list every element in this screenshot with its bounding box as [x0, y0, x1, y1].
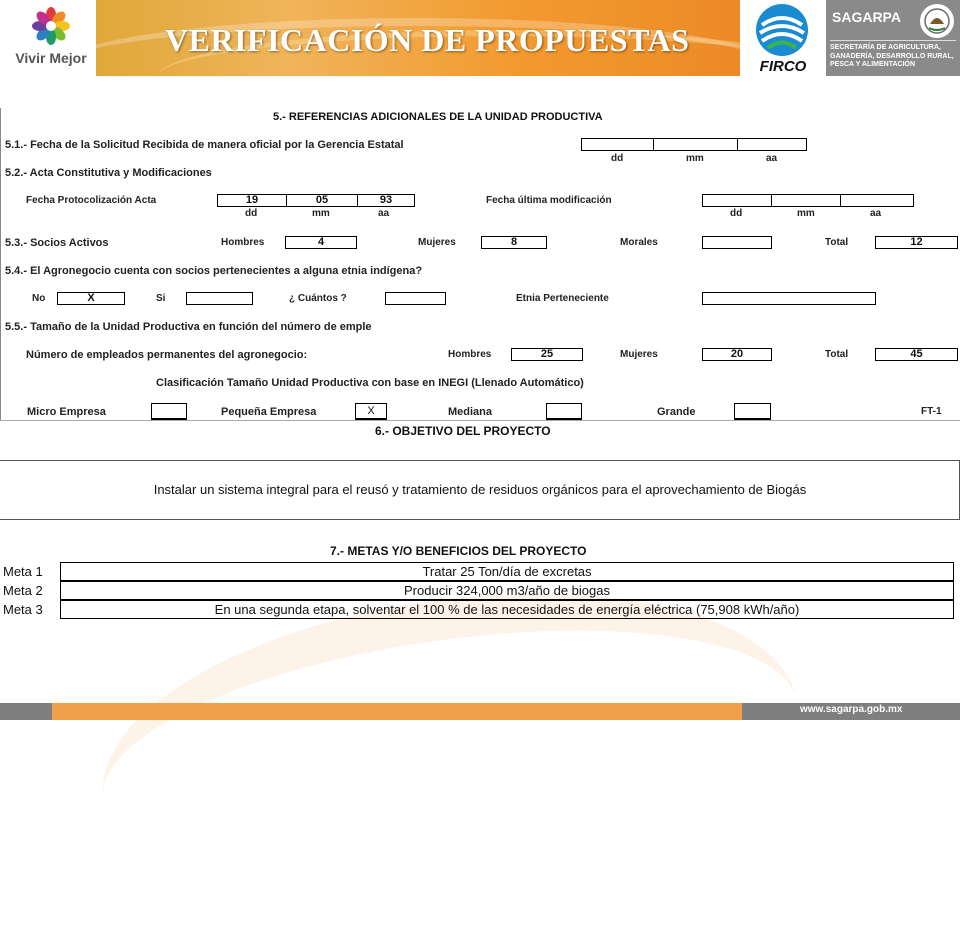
- page-title: VERIFICACIÓN DE PROPUESTAS: [165, 22, 690, 58]
- ultima-aa-label: aa: [870, 208, 882, 219]
- si-label: Si: [156, 293, 166, 304]
- q51-aa-label: aa: [766, 153, 778, 164]
- emp-hombres-field[interactable]: 25: [511, 348, 583, 361]
- morales-label: Morales: [620, 237, 658, 248]
- objective-text: Instalar un sistema integral para el reusó y tratamiento de residuos orgánicos para el aprovechamiento de Biogás: [153, 482, 807, 497]
- etnia-label: Etnia Perteneciente: [516, 293, 609, 304]
- form-divider: [0, 420, 960, 421]
- meta-2-text: Producir 324,000 m3/año de biogas: [60, 581, 954, 600]
- emp-hombres-label: Hombres: [448, 349, 492, 360]
- meta-2-label: Meta 2: [3, 583, 43, 598]
- q55-label: 5.5.- Tamaño de la Unidad Productiva en función del número de emple: [5, 321, 372, 333]
- micro-label: Micro Empresa: [27, 406, 106, 418]
- etnia-field[interactable]: [702, 292, 876, 305]
- sagarpa-subtitle: SECRETARÍA DE AGRICULTURA, GANADERÍA, DESARROLLO RURAL, PESCA Y ALIMENTACIÓN: [830, 44, 954, 68]
- no-field[interactable]: X: [57, 292, 125, 305]
- acta-dd-field[interactable]: 19: [217, 194, 287, 207]
- pequena-label: Pequeña Empresa: [221, 406, 317, 418]
- cuantos-label: ¿ Cuántos ?: [289, 293, 347, 304]
- form-code: FT-1: [921, 406, 942, 417]
- grande-field[interactable]: [734, 403, 771, 420]
- sagarpa-name: SAGARPA: [832, 9, 901, 25]
- q51-aa-field[interactable]: [737, 138, 807, 151]
- footer-bar-orange: [52, 703, 742, 720]
- q51-dd-label: dd: [611, 153, 624, 164]
- emp-total-label: Total: [825, 349, 849, 360]
- form-border: [0, 108, 1, 420]
- total-label: Total: [825, 237, 849, 248]
- meta-3-label: Meta 3: [3, 602, 43, 617]
- q52-label: 5.2.- Acta Constitutiva y Modificaciones: [5, 167, 212, 179]
- micro-field[interactable]: [151, 403, 187, 420]
- ultima-dd-field[interactable]: [702, 194, 772, 207]
- pequena-field[interactable]: X: [355, 403, 387, 420]
- q51-dd-field[interactable]: [581, 138, 654, 151]
- meta-1-text: Tratar 25 Ton/día de excretas: [60, 562, 954, 581]
- footer-url[interactable]: www.sagarpa.gob.mx: [800, 704, 903, 715]
- si-field[interactable]: [186, 292, 253, 305]
- mujeres-label: Mujeres: [418, 237, 456, 248]
- q51-label: 5.1.- Fecha de la Solicitud Recibida de manera oficial por la Gerencia Estatal: [5, 139, 404, 151]
- q51-mm-label: mm: [686, 153, 704, 164]
- vivir-mejor-text: Vivir Mejor: [15, 50, 87, 66]
- clasificacion-label: Clasificación Tamaño Unidad Productiva con base en INEGI (Llenado Automático): [156, 377, 584, 389]
- sagarpa-divider: [830, 40, 956, 41]
- footer-bar-left: [0, 703, 52, 720]
- fecha-protocolizacion-label: Fecha Protocolización Acta: [26, 195, 157, 206]
- section7-title: 7.- METAS Y/O BENEFICIOS DEL PROYECTO: [330, 544, 587, 558]
- grande-label: Grande: [657, 406, 696, 418]
- no-label: No: [32, 293, 46, 304]
- section6-title: 6.- OBJETIVO DEL PROYECTO: [375, 424, 551, 438]
- acta-mm-field[interactable]: 05: [286, 194, 358, 207]
- mediana-label: Mediana: [448, 406, 493, 418]
- mexico-seal-icon: [920, 4, 954, 38]
- ultima-mm-label: mm: [797, 208, 815, 219]
- acta-mm-label: mm: [312, 208, 330, 219]
- q53-label: 5.3.- Socios Activos: [5, 237, 109, 249]
- ultima-dd-label: dd: [730, 208, 743, 219]
- mediana-field[interactable]: [546, 403, 582, 420]
- acta-aa-field[interactable]: 93: [357, 194, 415, 207]
- emp-mujeres-label: Mujeres: [620, 349, 658, 360]
- total-field[interactable]: 12: [875, 236, 958, 249]
- ultima-mm-field[interactable]: [771, 194, 841, 207]
- q54-label: 5.4.- El Agronegocio cuenta con socios pertenecientes a alguna etnia indígena?: [5, 265, 423, 277]
- section5-title: 5.- REFERENCIAS ADICIONALES DE LA UNIDAD PRODUCTIVA: [273, 111, 603, 123]
- empleados-label: Número de empleados permanentes del agronegocio:: [26, 349, 308, 361]
- morales-field[interactable]: [702, 236, 772, 249]
- firco-logo-icon: [752, 3, 812, 57]
- mujeres-field[interactable]: 8: [481, 236, 547, 249]
- cuantos-field[interactable]: [385, 292, 446, 305]
- meta-3-text: En una segunda etapa, solventar el 100 % de las necesidades de energía eléctrica (75,908 kWh/año): [60, 600, 954, 619]
- acta-dd-label: dd: [245, 208, 258, 219]
- acta-aa-label: aa: [378, 208, 390, 219]
- emp-total-field[interactable]: 45: [875, 348, 958, 361]
- hombres-label: Hombres: [221, 237, 265, 248]
- hombres-field[interactable]: 4: [285, 236, 357, 249]
- ultima-aa-field[interactable]: [840, 194, 914, 207]
- meta-1-label: Meta 1: [3, 564, 43, 579]
- emp-mujeres-field[interactable]: 20: [702, 348, 772, 361]
- firco-text: FIRCO: [759, 58, 807, 75]
- q51-mm-field[interactable]: [653, 138, 738, 151]
- fecha-ultima-label: Fecha última modificación: [486, 195, 612, 206]
